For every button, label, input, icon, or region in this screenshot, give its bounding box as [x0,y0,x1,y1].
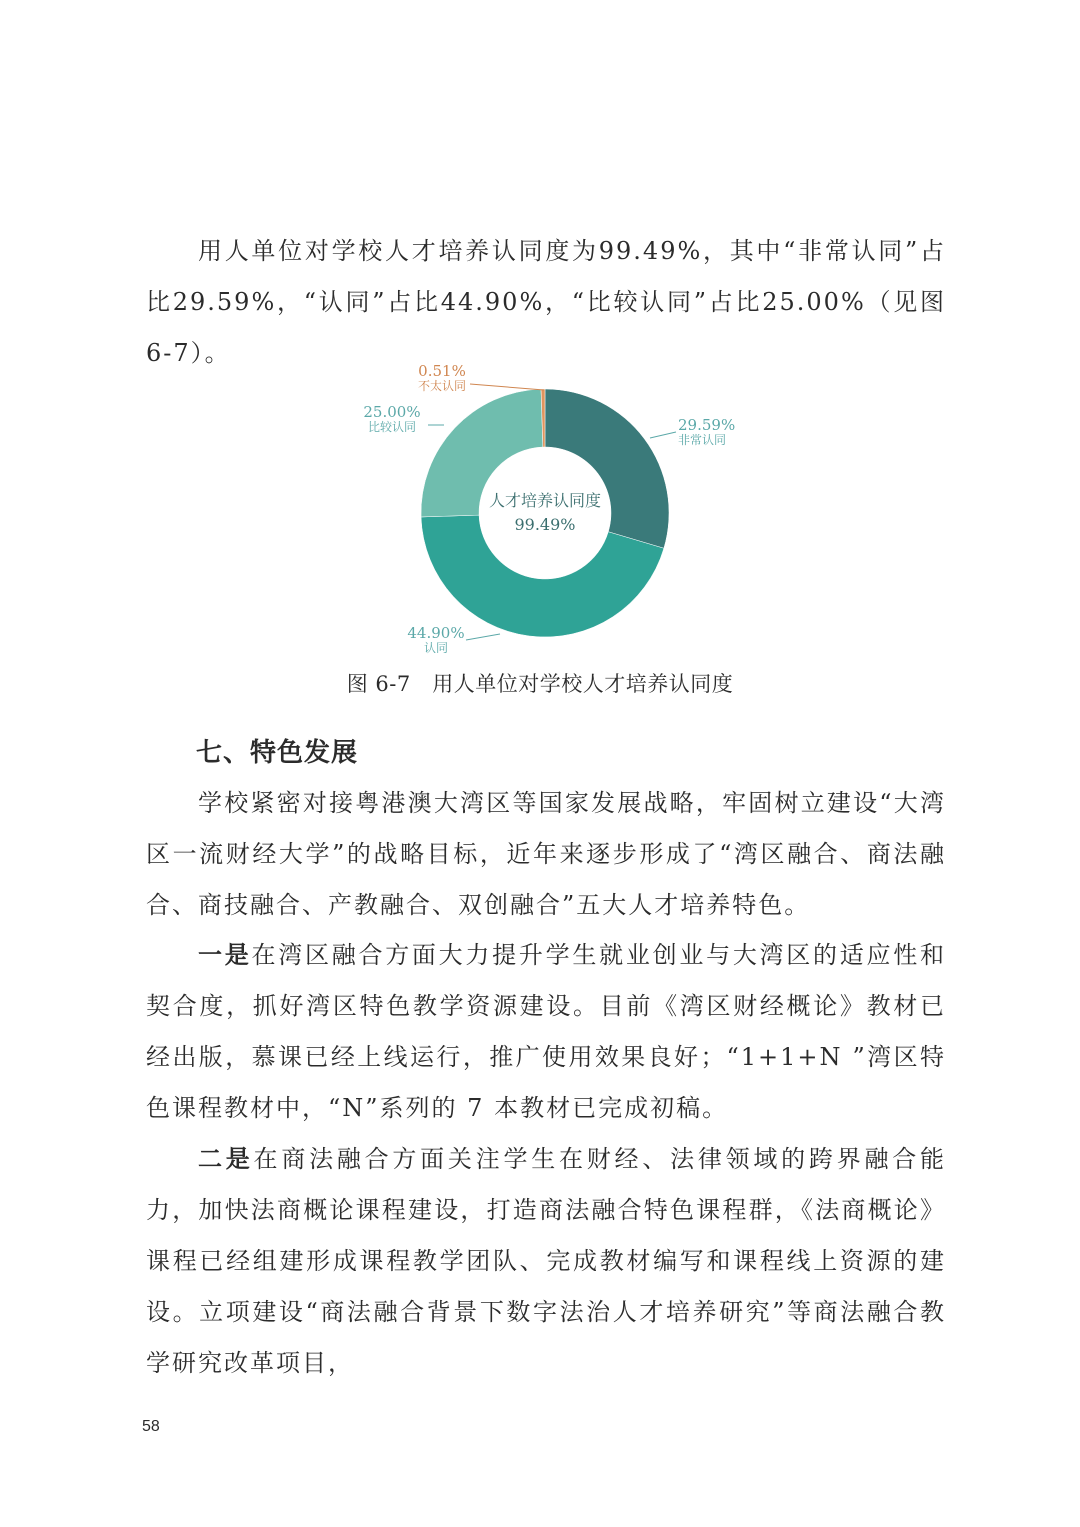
slice-value-label: 29.59% [678,416,736,434]
donut-chart-svg [0,350,1080,670]
label-leader-line [650,432,676,438]
page-number: 58 [142,1418,160,1435]
paragraph-body: 在湾区融合方面大力提升学生就业创业与大湾区的适应性和契合度，抓好湾区特色教学资源建设。目前《湾区财经概论》教材已经出版，慕课已经上线运行，推广使用效果良好；“1+1+N ”湾区特色课程教材中，“N”系列的 7 本教材已完成初稿。 [146,941,947,1122]
label-leader-line [466,634,500,640]
label-leader-line [470,384,544,390]
paragraph-lead: 一是 [198,941,252,969]
section-title: 七、特色发展 [196,738,359,768]
paragraph-body: 在商法融合方面关注学生在财经、法律领域的跨界融合能力，加快法商概论课程建设，打造商法融合特色课程群，《法商概论》课程已经组建形成课程教学团队、完成教材编写和课程线上资源的建设。立项建设“商法融合背景下数字法治人才培养研究”等商法融合教学研究改革项目， [146,1145,947,1377]
slice-category-label: 不太认同 [417,379,467,393]
intro-paragraph: 用人单位对学校人才培养认同度为99.49%，其中“非常认同”占比29.59%，“认同”占比44.90%，“比较认同”占比25.00%（见图6-7）。 [146,237,946,367]
slice-value-label: 25.00% [363,403,421,421]
paragraph-business-law [146,1134,946,1389]
satisfaction-donut-chart [0,350,1080,670]
slice-category-label: 非常认同 [678,433,727,447]
slice-value-label: 0.51% [418,362,466,380]
donut-center-value: 99.49% [514,515,576,534]
paragraph-features: 学校紧密对接粤港澳大湾区等国家发展战略，牢固树立建设“大湾区一流财经大学”的战略目标，近年来逐步形成了“湾区融合、商法融合、商技融合、产教融合、双创融合”五大人才培养特色。 [146,789,946,919]
slice-value-label: 44.90% [407,624,465,642]
figure-caption: 图 6-7 用人单位对学校人才培养认同度 [346,672,734,696]
paragraph-bay-area [146,930,946,1134]
slice-category-label: 认同 [423,641,449,655]
slice-category-label: 比较认同 [367,420,417,434]
donut-center-label: 人才培养认同度 [488,491,602,510]
paragraph-lead: 二是 [198,1145,254,1173]
